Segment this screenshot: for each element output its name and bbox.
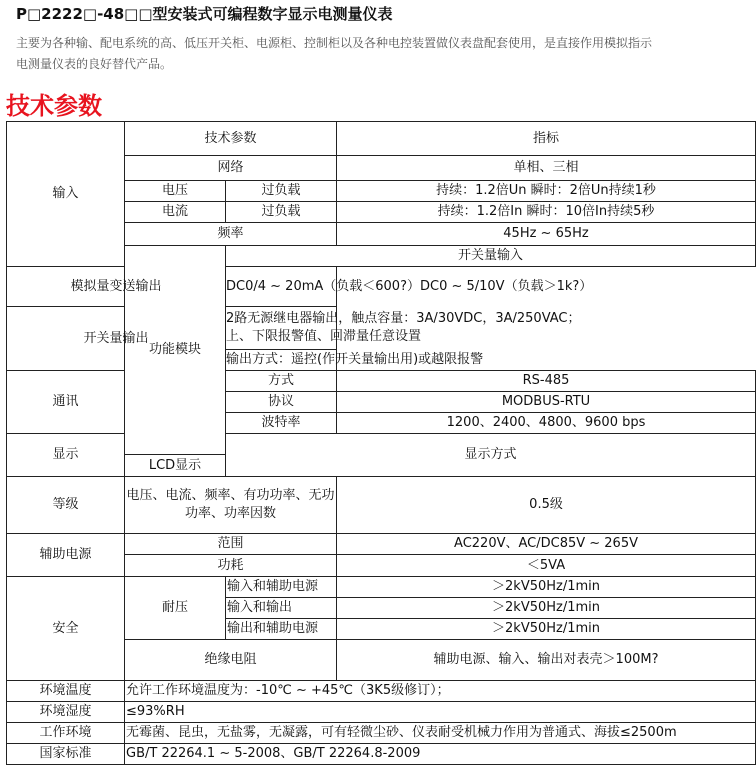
cell-value: RS-485 (337, 371, 756, 392)
cell-sublabel: 输入和输出 (226, 598, 337, 619)
header-spec: 指标 (337, 122, 756, 156)
cell-label: 电压、电流、频率、有功功率、无功功率、功率因数 (125, 477, 337, 534)
cell-label: 显示方式 (226, 434, 756, 477)
cell-sublabel: 过负载 (226, 202, 337, 223)
header-param: 技术参数 (125, 122, 337, 156)
cell-label: 网络 (125, 156, 337, 181)
cell-value: 单相、三相 (337, 156, 756, 181)
cell-label: 环境温度 (7, 681, 125, 702)
cell-sublabel: 方式 (226, 371, 337, 392)
page-title: P□2222□-48□□型安装式可编程数字显示电测量仪表 (16, 5, 393, 23)
cell-value: 45Hz ~ 65Hz (337, 223, 756, 246)
table-row (7, 577, 756, 598)
spec-table (6, 121, 756, 765)
cell-label: 频率 (125, 223, 337, 246)
cell-label: 开关量输入 (226, 246, 756, 267)
cell-value: ≤93%RH (125, 702, 756, 723)
cell-label: 电压 (125, 181, 226, 202)
cell-sublabel: 输入和辅助电源 (226, 577, 337, 598)
table-row (7, 744, 756, 765)
cell-value: 辅助电源、输入、输出对表壳＞100M? (337, 640, 756, 681)
section-heading: 技术参数 (6, 92, 102, 120)
cell-value: 输出方式：遥控(作开关量输出用)或越限报警 (226, 350, 337, 371)
cell-label: 模拟量变送输出 (7, 267, 226, 307)
cell-value: ＞2kV50Hz/1min (337, 619, 756, 640)
table-row (7, 723, 756, 744)
table-row (7, 267, 756, 307)
table-row (7, 122, 756, 156)
cell-value (226, 307, 581, 350)
cell-value: 持续：1.2倍Un 瞬时：2倍Un持续1秒 (337, 181, 756, 202)
cell-value: MODBUS-RTU (337, 392, 756, 413)
cell-label: 工作环境 (7, 723, 125, 744)
group-input: 输入 (7, 122, 125, 267)
table-row (7, 534, 756, 555)
cell-label: 电流 (125, 202, 226, 223)
table-row (7, 371, 756, 392)
cell-label: 范围 (125, 534, 337, 555)
group-grade: 等级 (7, 477, 125, 534)
cell-label: 通讯 (7, 371, 125, 434)
cell-label: 功耗 (125, 555, 337, 577)
table-row (7, 434, 756, 455)
cell-value: ＜5VA (337, 555, 756, 577)
cell-value: GB/T 22264.1 ~ 5-2008、GB/T 22264.8-2009 (125, 744, 756, 765)
cell-label: 耐压 (125, 577, 226, 640)
cell-value: DC0/4 ~ 20mA（负载＜600?）DC0 ~ 5/10V（负载＞1k?） (226, 267, 337, 307)
cell-value: LCD显示 (125, 455, 226, 477)
cell-value: 0.5级 (337, 477, 756, 534)
table-row (7, 477, 756, 534)
cell-label: 国家标准 (7, 744, 125, 765)
cell-label: 环境湿度 (7, 702, 125, 723)
group-safety: 安全 (7, 577, 125, 681)
cell-value: AC220V、AC/DC85V ~ 265V (337, 534, 756, 555)
cell-value-line: 2路无源继电器输出，触点容量：3A/30VDC，3A/250VAC； (226, 311, 581, 326)
cell-value: 持续：1.2倍In 瞬时：10倍In持续5秒 (337, 202, 756, 223)
cell-sublabel: 波特率 (226, 413, 337, 434)
cell-label: 绝缘电阻 (125, 640, 337, 681)
cell-value: ＞2kV50Hz/1min (337, 577, 756, 598)
cell-sublabel: 过负载 (226, 181, 337, 202)
group-aux-power: 辅助电源 (7, 534, 125, 577)
group-function: 功能模块 (125, 246, 226, 455)
cell-value: ＞2kV50Hz/1min (337, 598, 756, 619)
group-display: 显示 (7, 434, 125, 477)
cell-sublabel: 协议 (226, 392, 337, 413)
table-row (7, 681, 756, 702)
intro-text: 主要为各种输、配电系统的高、低压开关柜、电源柜、控制柜以及各种电控装置做仪表盘配套使用，是直接作用模拟指示电测量仪表的良好替代产品。 (16, 36, 653, 71)
cell-value-line: 上、下限报警值、回滞量任意设置 (226, 329, 422, 344)
cell-label: 开关量输出 (7, 307, 226, 371)
cell-value: 允许工作环境温度为：-10℃ ~ +45℃（3K5级修订）； (125, 681, 756, 702)
cell-sublabel: 输出和辅助电源 (226, 619, 337, 640)
cell-value: 无霉菌、昆虫，无盐雾，无凝露，可有轻微尘砂、仪表耐受机械力作用为普通式、海拔≤2500m (125, 723, 756, 744)
cell-value: 1200、2400、4800、9600 bps (337, 413, 756, 434)
table-row (7, 702, 756, 723)
table-row (7, 307, 756, 350)
